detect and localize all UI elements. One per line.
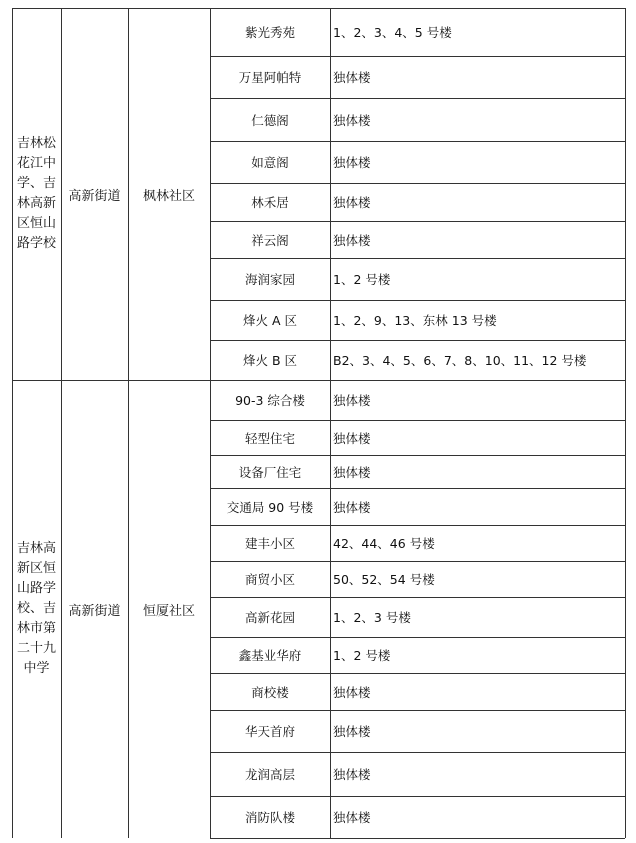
residence-name-cell: [210, 221, 330, 258]
residence-name: 海润家园: [244, 272, 295, 287]
residence-name: 高新花园: [244, 610, 295, 625]
building-numbers: 独体楼: [333, 464, 371, 480]
building-numbers: 1、2、3、4、5 号楼: [333, 25, 452, 40]
residence-name-cell: [210, 340, 330, 380]
table-border-horizontal: [210, 637, 625, 638]
school-name: [17, 539, 56, 679]
table-border-vertical: [61, 8, 62, 838]
building-numbers: B2、3、4、5、6、7、8、10、11、12 号楼: [333, 353, 587, 368]
school-name-line: 林高新: [16, 196, 56, 211]
school-name-line: 花江中: [16, 156, 56, 171]
building-numbers: 独体楼: [333, 155, 371, 170]
residence-name-cell: [210, 525, 330, 561]
building-numbers-cell: [330, 420, 625, 455]
residence-name-cell: [210, 56, 330, 98]
building-numbers: 独体楼: [333, 499, 371, 515]
table-border-horizontal: [210, 221, 625, 222]
table-border-horizontal: [210, 141, 625, 142]
building-numbers: 独体楼: [333, 430, 371, 446]
building-numbers-cell: [330, 488, 625, 525]
residence-name-cell: [210, 8, 330, 56]
street-cell: [61, 380, 128, 838]
residence-name: 华天首府: [244, 724, 295, 739]
community-name: 枫林社区: [142, 188, 195, 204]
residence-name: 鑫基业华府: [238, 648, 302, 663]
table-border-vertical: [12, 8, 13, 838]
table-border-horizontal: [210, 420, 625, 421]
building-numbers-cell: [330, 56, 625, 98]
table-border-horizontal: [210, 183, 625, 184]
building-numbers: 独体楼: [333, 112, 371, 128]
building-numbers: 独体楼: [333, 232, 371, 248]
building-numbers-cell: [330, 141, 625, 183]
community-name: 恒厦社区: [142, 603, 195, 619]
building-numbers-cell: [330, 340, 625, 380]
table-border-horizontal: [210, 710, 625, 711]
building-numbers: 42、44、46 号楼: [333, 536, 435, 551]
residence-name-cell: [210, 710, 330, 752]
table-border-horizontal: [210, 98, 625, 99]
community-cell: [128, 380, 210, 838]
building-numbers-cell: [330, 752, 625, 796]
table-border-vertical: [330, 8, 331, 838]
building-numbers-cell: [330, 221, 625, 258]
building-numbers-cell: [330, 597, 625, 637]
building-numbers: 独体楼: [333, 195, 371, 210]
table-border-vertical: [625, 8, 626, 838]
residence-name: 万星阿帕特: [238, 70, 302, 85]
table-border-horizontal: [210, 673, 625, 674]
building-numbers-cell: [330, 561, 625, 597]
residence-name-cell: [210, 258, 330, 300]
residence-name: 如意阁: [251, 155, 289, 170]
school-name-line: 新区恒: [16, 561, 56, 576]
residence-name-cell: [210, 300, 330, 340]
table-border-horizontal: [210, 796, 625, 797]
building-numbers-cell: [330, 796, 625, 838]
residence-name-cell: [210, 752, 330, 796]
building-numbers-cell: [330, 8, 625, 56]
residence-name-cell: [210, 637, 330, 673]
table-border-horizontal: [210, 258, 625, 259]
building-numbers-cell: [330, 258, 625, 300]
building-numbers-cell: [330, 637, 625, 673]
school-name-line: 吉林高: [16, 541, 56, 556]
building-numbers: 50、52、54 号楼: [333, 572, 435, 587]
table-border-horizontal: [210, 56, 625, 57]
residence-name: 烽火 A 区: [243, 313, 297, 328]
school-name-line: 山路学: [16, 581, 56, 596]
table-border-horizontal: [12, 380, 625, 381]
building-numbers-cell: [330, 673, 625, 710]
building-numbers: 1、2 号楼: [333, 648, 391, 663]
building-numbers: 独体楼: [333, 393, 371, 408]
residence-name-cell: [210, 420, 330, 455]
table-border-horizontal: [210, 340, 625, 341]
building-numbers: 独体楼: [333, 767, 371, 782]
residence-name: 祥云阁: [251, 232, 289, 248]
building-numbers: 1、2 号楼: [333, 272, 391, 287]
residence-name: 烽火 B 区: [242, 353, 298, 368]
school-name-line: 二十九: [16, 641, 56, 656]
building-numbers-cell: [330, 525, 625, 561]
building-numbers-cell: [330, 710, 625, 752]
table-border-horizontal: [12, 8, 625, 9]
building-numbers-cell: [330, 455, 625, 488]
table-border-horizontal: [210, 525, 625, 526]
table-border-horizontal: [210, 488, 625, 489]
residence-name: 轻型住宅: [244, 430, 295, 446]
building-numbers: 独体楼: [333, 724, 371, 739]
residence-name: 龙润高层: [244, 767, 295, 782]
table-border-vertical: [128, 8, 129, 838]
school-name-line: 路学校: [16, 236, 56, 251]
residence-name-cell: [210, 141, 330, 183]
building-numbers: 1、2、9、13、东林 13 号楼: [333, 313, 497, 328]
building-numbers: 独体楼: [333, 684, 371, 700]
building-numbers-cell: [330, 98, 625, 141]
residence-name-cell: [210, 673, 330, 710]
school-name: [17, 134, 56, 254]
table-border-vertical: [210, 8, 211, 838]
building-numbers-cell: [330, 380, 625, 420]
table-border-horizontal: [210, 838, 625, 839]
residence-name-cell: [210, 380, 330, 420]
table-border-horizontal: [210, 752, 625, 753]
residence-name: 商校楼: [251, 684, 289, 700]
school-name-line: 学、吉: [16, 176, 56, 191]
residence-name: 消防队楼: [244, 810, 295, 825]
residence-name: 商贸小区: [244, 572, 295, 587]
table-border-horizontal: [210, 455, 625, 456]
residence-name: 设备厂住宅: [238, 464, 302, 480]
residence-name-cell: [210, 597, 330, 637]
residence-name-cell: [210, 455, 330, 488]
residence-name-cell: [210, 561, 330, 597]
building-numbers-cell: [330, 183, 625, 221]
table-border-horizontal: [210, 597, 625, 598]
building-numbers: 独体楼: [333, 810, 371, 825]
building-numbers-cell: [330, 300, 625, 340]
street-cell: [61, 8, 128, 380]
residence-name: 紫光秀苑: [244, 25, 295, 40]
residence-name: 建丰小区: [244, 536, 295, 551]
building-numbers: 1、2、3 号楼: [333, 610, 411, 625]
school-name-line: 区恒山: [16, 216, 56, 231]
school-name-line: 校、吉: [16, 601, 56, 616]
residence-name: 仁德阁: [251, 112, 289, 128]
community-cell: [128, 8, 210, 380]
school-name-line: 吉林松: [16, 136, 56, 151]
street-name: 高新街道: [68, 603, 121, 619]
table-border-horizontal: [210, 300, 625, 301]
street-name: 高新街道: [68, 188, 121, 204]
residence-name-cell: [210, 98, 330, 141]
residence-name: 林禾居: [251, 195, 289, 210]
residence-name-cell: [210, 796, 330, 838]
residence-name: 90-3 综合楼: [235, 393, 305, 408]
school-name-line: 中学: [23, 661, 50, 676]
school-cell: [12, 8, 61, 380]
residence-name: 交通局 90 号楼: [226, 499, 314, 515]
school-name-line: 林市第: [16, 621, 56, 636]
residence-name-cell: [210, 183, 330, 221]
table-border-horizontal: [210, 561, 625, 562]
building-numbers: 独体楼: [333, 70, 371, 85]
residence-name-cell: [210, 488, 330, 525]
school-cell: [12, 380, 61, 838]
